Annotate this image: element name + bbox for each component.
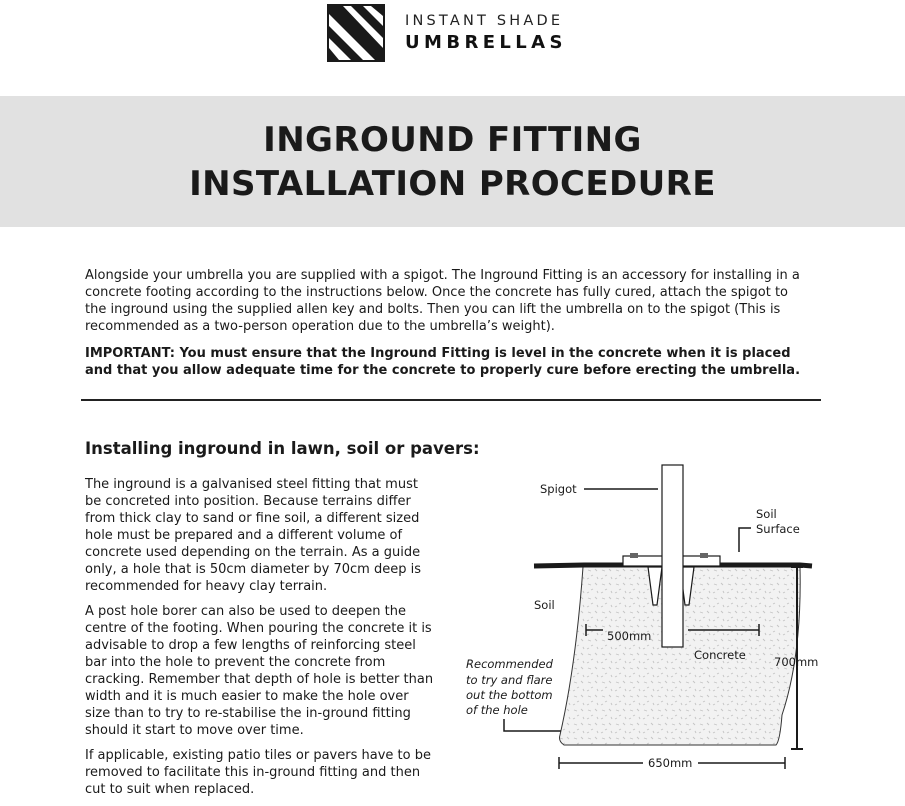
logo-line-1: INSTANT SHADE	[405, 12, 564, 29]
label-soil-surface-2: Surface	[756, 522, 800, 536]
intro-paragraph: Alongside your umbrella you are supplied with a spigot. The Inground Fitting is an accessory for installing in a concrete footing according to the instructions below. Once the concrete has fully cured, attach the spigot to the inground using the supplied allen key and bolts. Then you can lift the umbrella on to the spigot (This is recommended as a two-person operation due to the umbrella’s weight).	[85, 268, 800, 334]
title-banner	[0, 96, 905, 227]
section-divider	[81, 399, 821, 401]
section-title: Installing inground in lawn, soil or pavers:	[85, 439, 480, 458]
label-soil: Soil	[534, 598, 555, 612]
spigot-post	[662, 465, 683, 647]
label-width-top: 500mm	[607, 629, 652, 643]
intro-section	[85, 267, 813, 379]
label-concrete: Concrete	[694, 648, 746, 662]
note-line-2: to try and flare	[466, 673, 553, 687]
note-line-1: Recommended	[466, 657, 553, 671]
note-leader	[504, 719, 561, 731]
bolt-right	[700, 553, 708, 558]
soil-surface-leader	[739, 528, 751, 552]
section-paragraph-1: The inground is a galvanised steel fitting that must be concreted into position. Because terrains differ from thick clay to sand or fine soil, a different sized hole must be prepared and a different volume of concrete used depending on the terrain. As a guide only, a hole that is 50cm diameter by 70cm deep is recommended for heavy clay terrain.	[85, 477, 421, 594]
note-line-3: out the bottom	[466, 688, 553, 702]
title-line-1: INGROUND FITTING	[263, 119, 642, 160]
title-line-2: INSTALLATION PROCEDURE	[189, 163, 716, 204]
brand-logo	[327, 3, 567, 63]
label-soil-surface-1: Soil	[756, 507, 777, 521]
section-paragraph-3: If applicable, existing patio tiles or pavers have to be removed to facilitate this in-ground fitting and then cut to suit when replaced.	[85, 748, 431, 797]
section-paragraph-2: A post hole borer can also be used to deepen the centre of the footing. When pouring the concrete it is advisable to drop a few lengths of reinforcing steel bar into the hole to prevent the concrete from cracking. Remember that depth of hole is better than width and it is much easier to make the hole over size than to try to re-stabilise the in-ground fitting should it start to move over time.	[85, 604, 434, 738]
important-notice: IMPORTANT: You must ensure that the Inground Fitting is level in the concrete when it is placed and that you allow adequate time for the concrete to properly cure before erecting the umbrella.	[85, 346, 801, 378]
umbrella-stripes-logo-icon	[327, 4, 385, 62]
label-width-bottom: 650mm	[648, 756, 693, 770]
label-depth: 700mm	[774, 655, 819, 669]
section-body	[85, 476, 437, 806]
label-spigot: Spigot	[540, 482, 577, 496]
logo-line-2: UMBRELLAS	[405, 32, 567, 54]
note-line-4: of the hole	[466, 703, 528, 717]
installation-diagram	[460, 455, 900, 795]
bolt-left	[630, 553, 638, 558]
